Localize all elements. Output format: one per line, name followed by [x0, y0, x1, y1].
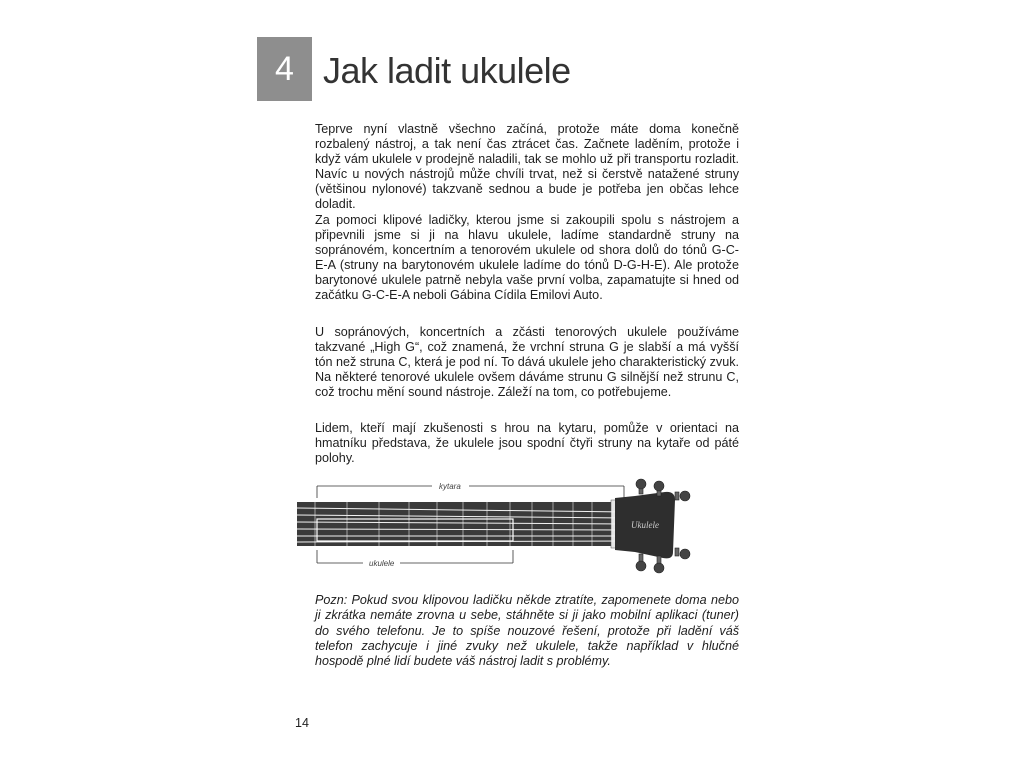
paragraph-guitar-comparison: Lidem, kteří mají zkušenosti s hrou na kytaru, pomůže v orientaci na hmatníku představa, že ukulele jsou spodní čtyři struny na kytaře od páté polohy.	[315, 421, 739, 466]
tuning-peg-icon	[636, 554, 646, 571]
ukulele-bracket	[317, 550, 513, 563]
chapter-number-box: 4	[257, 37, 312, 101]
guitar-bracket	[317, 486, 624, 498]
headstock	[615, 492, 675, 559]
page-number: 14	[295, 716, 309, 730]
paragraph-tuning: Za pomoci klipové ladičky, kterou jsme si zakoupili spolu s nástrojem a připevnili jsme si ji na hlavu ukulele, ladíme standardně struny na sopránovém, koncertním a tenorovém ukulele od shora dolů do tónů G-C-E-A (struny na barytonovém ukulele ladíme do tónů D-G-H-E). Ale protože barytonové ukulele patrně nebyla vaše první volba, zapamatujte si hned od začátku G-C-E-A neboli Gábina Cídila Emilovi Auto.	[315, 213, 739, 303]
note-paragraph: Pozn: Pokud svou klipovou ladičku někde ztratíte, zapomenete doma nebo ji zkrátka nemáte zrovna u sebe, stáhněte si ji jako mobilní aplikaci (tuner) do svého telefonu. Je to spíše nouzové řešení, protože při ladění váš telefon zachycuje i jiné zvuky než ukulele, takže například v hlučné hospodě plné lidí budete váš nástroj ladit s problémy.	[315, 593, 739, 669]
tuning-peg-icon	[675, 491, 690, 501]
tuning-peg-icon	[636, 479, 646, 494]
paragraph-high-g: U sopránových, koncertních a zčásti tenorových ukulele používáme takzvané „High G“, což znamená, že vrchní struna G je slabší a má vyšší tón než struna C, která je pod ní. To dává ukulele jeho charakteristický zvuk. Na některé tenorové ukulele ovšem dáváme strunu G silnější než strunu C, což trochu mění sound nástroje. Záleží na tom, co potřebujeme.	[315, 325, 739, 400]
fretboard	[297, 500, 627, 548]
ukulele-label: ukulele	[369, 559, 395, 568]
chapter-title: Jak ladit ukulele	[323, 50, 571, 91]
headstock-logo: Ukulele	[631, 520, 659, 530]
guitar-label: kytara	[439, 482, 461, 491]
tuning-peg-icon	[675, 548, 690, 559]
guitar-ukulele-fretboard-figure	[297, 478, 707, 588]
tuning-peg-icon	[654, 556, 664, 573]
paragraph-intro: Teprve nyní vlastně všechno začíná, protože máte doma konečně rozbalený nástroj, a tak není čas ztrácet čas. Začnete laděním, protože i když vám ukulele v prodejně naladili, tak se mohlo už při transportu rozladit. Navíc u nových nástrojů může chvíli trvat, než si čerstvě natažené struny (většinou nylonové) takzvaně sednou a bude je potřeba jen občas lehce doladit.	[315, 122, 739, 212]
